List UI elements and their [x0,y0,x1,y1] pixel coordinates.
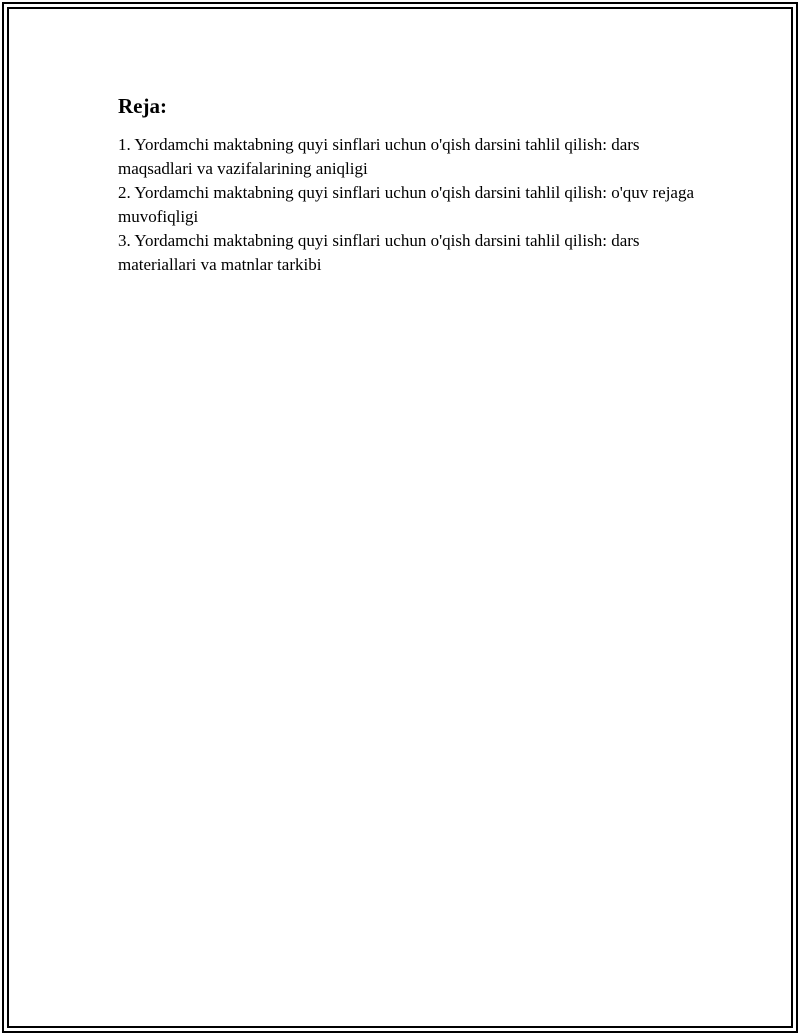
plan-list [118,133,708,277]
plan-item-2: 2. Yordamchi maktabning quyi sinflari uchun o'qish darsini tahlil qilish: o'quv rejaga muvofiqligi [118,183,695,226]
plan-heading: Reja: [118,94,167,118]
plan-item-1: 1. Yordamchi maktabning quyi sinflari uchun o'qish darsini tahlil qilish: dars maqsadlari va vazifalarining aniqligi [118,135,640,178]
document-content [118,92,708,277]
plan-item-3: 3. Yordamchi maktabning quyi sinflari uchun o'qish darsini tahlil qilish: dars materiallari va matnlar tarkibi [118,231,640,274]
